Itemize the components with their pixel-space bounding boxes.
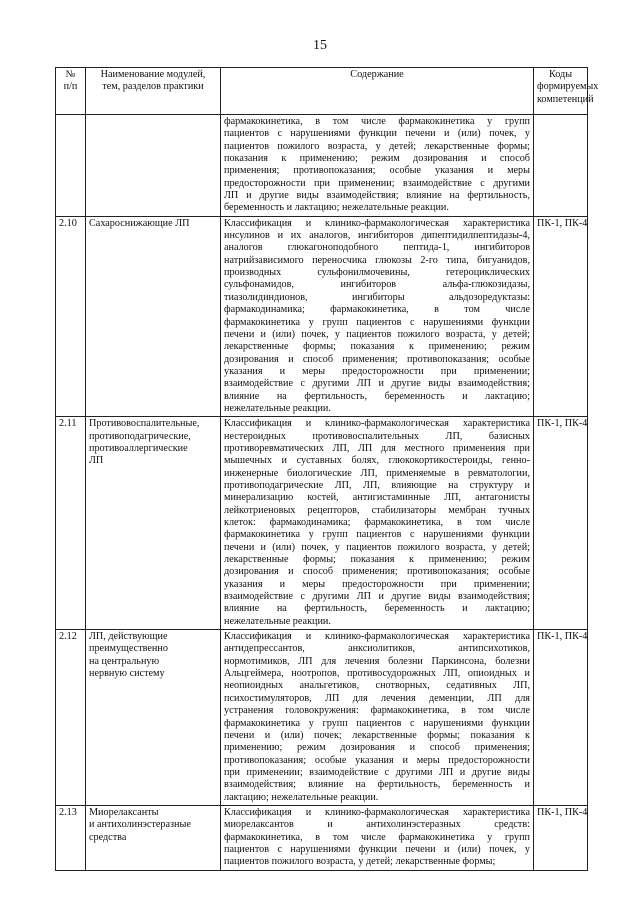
- content-line: Классификация и клинико-фармакологическая характеристика: [224, 418, 530, 430]
- content-line: пациентов пожилого возраста, у детей; лекарственные формы;: [224, 856, 496, 868]
- content-line: применению; режим дозирования и способ применения;: [224, 742, 530, 754]
- table-row: [56, 805, 588, 870]
- module-name-line: ЛП: [89, 455, 104, 467]
- content-line: устранения головокружения: фармакокинетика, в том числе: [224, 705, 530, 717]
- module-name-line: противоподагрические,: [89, 430, 191, 442]
- content-line: Классификация и клинико-фармакологическая характеристика: [224, 217, 530, 229]
- content-line: противопоказания; особые указания и меры предосторожности: [224, 754, 530, 766]
- content-line: инсулинов и их аналогов, ингибиторов дипептидилпептидазы-4,: [224, 230, 530, 242]
- module-content: [221, 805, 534, 870]
- module-name-line: ЛП, действующие: [89, 631, 168, 643]
- module-content: [221, 417, 534, 630]
- content-line: ЛП и другие виды взаимодействия; влияние на фертильность,: [224, 190, 530, 202]
- module-name-line: Миорелаксанты: [89, 806, 159, 818]
- content-line: фармакокинетика, в том числе фармакокинетика у групп: [224, 116, 530, 127]
- row-number: 2.13: [56, 805, 86, 870]
- content-line: лактацию; нежелательные реакции.: [224, 791, 379, 803]
- content-line: натрийзависимого переносчика глюкозы 2-го типа, бигуанидов,: [224, 254, 530, 266]
- content-line: противоревматических ЛП, ЛП для местного применения при: [224, 442, 530, 454]
- competence-codes: [534, 115, 588, 217]
- content-line: указания и меры предосторожности при применении;: [224, 365, 530, 377]
- header-number: № п/п: [56, 68, 86, 115]
- content-line: дозирования и способ применения; противопоказания; особые: [224, 566, 530, 578]
- module-content: [221, 115, 534, 217]
- content-line: аналогов глюкагоноподобного пептида-1, ингибиторов: [224, 242, 530, 254]
- module-name-line: Противовоспалительные,: [89, 418, 200, 430]
- content-line: нежелательные реакции.: [224, 402, 331, 414]
- row-number: 2.11: [56, 417, 86, 630]
- content-line: пациентов с нарушениями функции печени и (или) почек, у: [224, 128, 530, 140]
- row-number: 2.10: [56, 216, 86, 417]
- module-name: [86, 417, 221, 630]
- content-line: фармакокинетика у групп пациентов с нарушениями функции: [224, 316, 530, 328]
- curriculum-table: [55, 67, 599, 871]
- content-line: фармакодинамика; фармакокинетика, в том числе: [224, 304, 530, 316]
- content-line: пациентов с нарушениями функции печени и (или) почек, у: [224, 843, 530, 855]
- header-competence-codes: Коды формируемых компетенций: [534, 68, 588, 115]
- content-line: лекарственные формы; показания к применению; режим: [224, 341, 530, 353]
- content-line: сульфонамидов, ингибиторов альфа-глюкозидазы,: [224, 279, 530, 291]
- content-line: влияние на фертильность, беременность и лактацию;: [224, 390, 530, 402]
- content-line: фармакокинетика у групп пациентов с нарушениями функции: [224, 529, 530, 541]
- module-content: [221, 630, 534, 806]
- module-name-line: противоаллергические: [89, 442, 188, 454]
- content-line: Классификация и клинико-фармакологическая характеристика: [224, 806, 530, 818]
- header-content: Содержание: [221, 68, 534, 115]
- content-line: дозирования и способ применения; противопоказания; особые: [224, 353, 530, 365]
- module-name-line: Сахароснижающие ЛП: [89, 217, 190, 229]
- page-number: 15: [313, 38, 327, 53]
- content-line: указания и меры предосторожности при применении;: [224, 578, 530, 590]
- content-line: нормотимиков, ЛП для лечения болезни Паркинсона, болезни: [224, 655, 530, 667]
- content-line: печени и (или) почек; лекарственные формы; показания к: [224, 729, 530, 741]
- content-line: производных сульфонилмочевины, гетероциклических: [224, 267, 530, 279]
- content-line: предосторожности при применении; взаимодействие с другими: [224, 177, 530, 189]
- content-line: печени и (или) почек, у пациентов пожилого возраста, у детей;: [224, 328, 530, 340]
- content-line: влияние на фертильность, беременность и лактацию;: [224, 603, 530, 615]
- module-name-line: и антихолинэстеразные: [89, 819, 191, 831]
- content-line: нестероидных противовоспалительных ЛП, базисных: [224, 430, 530, 442]
- content-line: Альцгеймера, ноотропов, противосудорожных ЛП, опиоидных и: [224, 668, 530, 680]
- competence-codes: ПК-1, ПК-4: [534, 216, 588, 417]
- module-name: [86, 805, 221, 870]
- competence-codes: ПК-1, ПК-4: [534, 630, 588, 806]
- content-line: клеток: фармакодинамика; фармакокинетика, в том числе: [224, 517, 530, 528]
- content-line: тиазолидиндионов, ингибиторы альдозоредуктазы:: [224, 291, 530, 303]
- content-line: показания к применению; режим дозирования и способ: [224, 153, 530, 165]
- content-line: фармакокинетика, в том числе фармакокинетика у групп: [224, 831, 530, 843]
- content-line: взаимодействие с другими ЛП и другие виды взаимодействия;: [224, 591, 530, 603]
- row-number: 2.12: [56, 630, 86, 806]
- content-line: лейкотриеновых рецепторов, стабилизаторы мембран тучных: [224, 504, 530, 516]
- content-line: антидепрессантов, анксиолитиков, антипсихотиков,: [224, 643, 530, 655]
- competence-codes: ПК-1, ПК-4: [534, 805, 588, 870]
- competence-codes: ПК-1, ПК-4: [534, 417, 588, 630]
- module-name-line: преимущественно: [89, 643, 168, 655]
- content-line: лекарственные формы; показания к применению; режим: [224, 554, 530, 566]
- table-row: [56, 216, 588, 417]
- module-name: [86, 115, 221, 217]
- content-line: взаимодействия; влияние на фертильность, беременность и: [224, 779, 530, 791]
- table-row: [56, 417, 588, 630]
- row-number: [56, 115, 86, 217]
- module-name-line: на центральную: [89, 655, 160, 667]
- content-line: беременность и лактацию; нежелательные реакции.: [224, 202, 449, 214]
- content-line: мышечных и суставных болях, глюкокортикостероиды, генно-: [224, 455, 530, 467]
- content-line: психостимуляторов, ЛП для лечения деменции, ЛП для: [224, 692, 530, 704]
- table-body: [56, 115, 588, 871]
- content-line: пациентов пожилого возраста, у детей; лекарственные формы;: [224, 140, 530, 152]
- table-row: [56, 115, 588, 217]
- content-line: фармакокинетика у групп пациентов с нарушениями функции: [224, 717, 530, 729]
- content-line: при применении; взаимодействие с другими ЛП и другие виды: [224, 766, 530, 778]
- table-row: [56, 630, 588, 806]
- content-line: миорелаксантов и антихолинэстеразных средств:: [224, 819, 530, 831]
- content-line: применения; противопоказания; особые указания и меры: [224, 165, 530, 177]
- module-name: [86, 630, 221, 806]
- table-header-row: [56, 68, 588, 115]
- content-line: противоподагрические ЛП, ЛП, влияющие на структуру и: [224, 479, 530, 491]
- content-line: нежелательные реакции.: [224, 615, 331, 627]
- content-line: Классификация и клинико-фармакологическая характеристика: [224, 631, 530, 643]
- module-content: [221, 216, 534, 417]
- module-name-line: нервную систему: [89, 668, 165, 680]
- module-name: [86, 216, 221, 417]
- content-line: минерализацию костей, антигистаминные ЛП, антагонисты: [224, 492, 530, 504]
- content-line: инженерные биологические ЛП, применяемые в ревматологии,: [224, 467, 530, 479]
- module-name-line: средства: [89, 831, 127, 843]
- content-line: печени и (или) почек, у пациентов пожилого возраста, у детей;: [224, 541, 530, 553]
- header-module-name: Наименование модулей, тем, разделов практики: [86, 68, 221, 115]
- content-line: неопиоидных анальгетиков, снотворных, седативных ЛП,: [224, 680, 530, 692]
- content-line: взаимодействие с другими ЛП и другие виды взаимодействия;: [224, 378, 530, 390]
